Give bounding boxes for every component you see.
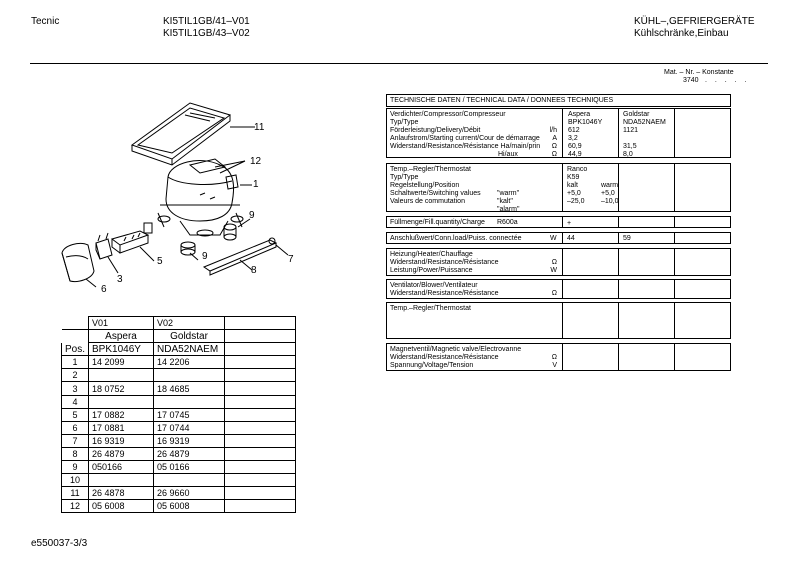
- quoted-alarm: "alarm": [497, 206, 520, 213]
- table-cell: 16 9319: [154, 434, 225, 447]
- v01-value: 612: [568, 127, 580, 134]
- relay-cover-icon: [62, 243, 94, 281]
- v02-value: [623, 135, 666, 143]
- fill-label: Füllmenge/Fill.quantity/Charge: [390, 219, 485, 226]
- fill-block: [386, 216, 731, 228]
- table-row: [62, 500, 296, 513]
- leader-5: [140, 247, 154, 261]
- model-line-2: KI5TIL1GB/43–V02: [163, 28, 250, 39]
- exploded-parts-diagram: [40, 95, 320, 310]
- table-cell: 3: [62, 382, 89, 395]
- table-row: [62, 447, 296, 460]
- table-header-v02: V02: [154, 317, 225, 330]
- fan-label: Ventilator/Blower/Ventilateur: [390, 282, 478, 289]
- unit-cell: Ω: [551, 143, 557, 150]
- quoted-kalt: "kalt": [497, 198, 513, 205]
- table-cell: [225, 474, 296, 487]
- table-cell: [62, 330, 89, 343]
- table-cell: [225, 382, 296, 395]
- table-cell: 14 2206: [154, 356, 225, 369]
- table-cell: 17 0745: [154, 408, 225, 421]
- unit-cell: Ω: [551, 290, 557, 297]
- table-cell: [154, 369, 225, 382]
- table-cell: 14 2099: [89, 356, 154, 369]
- power-unit: W: [550, 235, 557, 242]
- thermostat-model: K59: [567, 174, 580, 181]
- power-v01: 44: [567, 235, 575, 242]
- table-cell: [89, 474, 154, 487]
- valve-label: Magnetventil/Magnetic valve/Electrovanne: [390, 346, 522, 353]
- table-cell: [225, 447, 296, 460]
- category-line-2: Kühlschränke,Einbau: [634, 28, 729, 39]
- table-cell: 5: [62, 408, 89, 421]
- table-row: [62, 317, 296, 330]
- mat-value: 3740: [683, 77, 699, 84]
- resistance-main-label: Widerstand/Resistance/Résistance Ha/main/prin: [390, 143, 541, 150]
- switching-values-label: Schaltwerte/Switching values: [390, 190, 481, 197]
- header-rule: [30, 63, 768, 64]
- table-brand-v02: Goldstar: [154, 330, 225, 343]
- table-header-v01: V01: [89, 317, 154, 330]
- power-block: [386, 232, 731, 244]
- refrigerant: R600a: [497, 219, 518, 226]
- callout-6: 6: [101, 284, 107, 295]
- unit-cell: Ω: [551, 151, 557, 158]
- table-row: [62, 434, 296, 447]
- v02-value: 1121: [623, 127, 639, 134]
- unit-cell: [547, 111, 557, 119]
- table-cell: 05 6008: [154, 500, 225, 513]
- compressor-block: [386, 108, 731, 158]
- table-cell: [225, 421, 296, 434]
- unit-cell: [547, 282, 557, 290]
- thermostat2-label: Temp.–Regler/Thermostat: [390, 305, 471, 312]
- heater-label: Heizung/Heater/Chauffage: [390, 251, 473, 258]
- unit-cell: [547, 251, 557, 259]
- power-v02: 59: [623, 235, 631, 242]
- callout-1: 1: [253, 179, 259, 190]
- v02-value: Goldstar: [623, 111, 650, 118]
- fill-v01: +: [567, 220, 572, 227]
- table-model-v02: NDA52NAEM: [154, 343, 225, 356]
- table-cell: 05 6008: [89, 500, 154, 513]
- table-cell: 05 0166: [154, 461, 225, 474]
- table-cell: 17 0881: [89, 421, 154, 434]
- leader-3: [108, 257, 118, 273]
- table-row: [62, 356, 296, 369]
- heater-block: [386, 248, 731, 276]
- unit-cell: Ω: [551, 354, 557, 361]
- table-cell: [225, 487, 296, 500]
- unit-cell: [547, 119, 557, 127]
- table-cell: [225, 434, 296, 447]
- leader-6: [86, 279, 96, 287]
- thermostat-val: –25,0: [567, 198, 585, 205]
- table-pos-header: Pos.: [62, 343, 89, 356]
- position-label: Regelstellung/Position: [390, 182, 460, 189]
- callout-5: 5: [157, 256, 163, 267]
- table-cell: [62, 317, 89, 330]
- table-cell: 050166: [89, 461, 154, 474]
- table-cell: 4: [62, 395, 89, 408]
- mounting-bracket-icon: [204, 238, 276, 275]
- thermostat-block: [386, 163, 731, 212]
- unit-cell: V: [552, 362, 557, 369]
- unit-cell: Ω: [551, 259, 557, 266]
- table-cell: [225, 500, 296, 513]
- unit-cell: A: [552, 135, 557, 142]
- table-row: [62, 487, 296, 500]
- v02-value: NDA52NAEM: [623, 119, 666, 126]
- starting-current-label: Anlaufstrom/Starting current/Cour de démarrage: [390, 135, 540, 142]
- resistance-label: Widerstand/Resistance/Résistance: [390, 259, 499, 266]
- power-label: Anschlußwert/Conn.load/Puiss. connectée: [390, 235, 522, 242]
- v01-value: Aspera: [568, 111, 591, 118]
- table-cell: [154, 395, 225, 408]
- table-cell: [225, 330, 296, 343]
- v02-value: 8,0: [623, 151, 633, 158]
- valve-block: [386, 343, 731, 371]
- type-label: Typ/Type: [390, 119, 419, 126]
- unit-cell: l/h: [549, 127, 557, 134]
- starter-relay-icon: [112, 223, 152, 253]
- thermostat-val: +5,0: [567, 190, 581, 197]
- parts-table: [61, 316, 296, 513]
- grommet-icon: [181, 224, 236, 255]
- table-cell: 26 4879: [89, 447, 154, 460]
- thermostat-val: –10,0: [601, 198, 619, 205]
- v01-value: 60,9: [568, 143, 582, 150]
- table-cell: 7: [62, 434, 89, 447]
- table-cell: [225, 356, 296, 369]
- quoted-warm: "warm": [497, 190, 520, 197]
- callout-3: 3: [117, 274, 123, 285]
- unit-cell: W: [550, 267, 557, 274]
- table-cell: 18 4685: [154, 382, 225, 395]
- callout-12: 12: [250, 156, 262, 167]
- table-cell: [225, 369, 296, 382]
- ptc-starter-icon: [96, 233, 112, 259]
- callout-11: 11: [254, 122, 265, 133]
- resistance-label: Widerstand/Resistance/Résistance: [390, 290, 499, 297]
- table-cell: 2: [62, 369, 89, 382]
- resistance-aux-label: Hi/aux: [498, 151, 518, 158]
- table-row: [62, 343, 296, 356]
- table-cell: 26 4879: [154, 447, 225, 460]
- table-cell: 9: [62, 461, 89, 474]
- table-cell: 16 9319: [89, 434, 154, 447]
- table-row: [62, 382, 296, 395]
- thermostat-kalt: kalt: [567, 182, 578, 189]
- drip-tray-icon: [132, 103, 230, 165]
- thermostat-warm: warm: [601, 182, 619, 189]
- table-brand-v01: Aspera: [89, 330, 154, 343]
- table-row: [62, 408, 296, 421]
- v01-value: 44,9: [568, 151, 582, 158]
- table-row: [62, 330, 296, 343]
- table-cell: 17 0882: [89, 408, 154, 421]
- table-cell: 10: [62, 474, 89, 487]
- v01-value: 3,2: [568, 135, 578, 142]
- table-row: [62, 369, 296, 382]
- unit-cell: [547, 346, 557, 354]
- tech-title: TECHNISCHE DATEN / TECHNICAL DATA / DONNEES TECHNIQUES: [390, 97, 614, 104]
- table-cell: 12: [62, 500, 89, 513]
- document-code: e550037-3/3: [31, 538, 88, 549]
- model-line-1: KI5TIL1GB/41–V01: [163, 16, 250, 27]
- v02-value: 31,5: [623, 143, 637, 150]
- delivery-label: Förderleistung/Delivery/Débit: [390, 127, 481, 134]
- table-cell: 1: [62, 356, 89, 369]
- compressor-label: Verdichter/Compressor/Compresseur: [390, 111, 506, 118]
- type-label: Typ/Type: [390, 174, 419, 181]
- table-row: [62, 395, 296, 408]
- mat-dots: . . . . .: [705, 77, 750, 84]
- table-cell: [89, 395, 154, 408]
- table-model-v01: BPK1046Y: [89, 343, 154, 356]
- thermostat2-block: [386, 302, 731, 339]
- resistance-label: Widerstand/Resistance/Résistance: [390, 354, 499, 361]
- thermostat-label: Temp.–Regler/Thermostat: [390, 166, 471, 173]
- table-row: [62, 474, 296, 487]
- table-cell: 8: [62, 447, 89, 460]
- table-cell: [154, 474, 225, 487]
- v01-value: BPK1046Y: [568, 119, 603, 126]
- thermostat-val: +5,0: [601, 190, 615, 197]
- table-row: [62, 421, 296, 434]
- callout-7: 7: [288, 254, 294, 265]
- table-row: [62, 461, 296, 474]
- category-line-1: KÜHL–,GEFRIERGERÄTE: [634, 16, 755, 27]
- table-cell: 26 9660: [154, 487, 225, 500]
- callout-9b: 9: [202, 251, 208, 262]
- table-cell: [225, 343, 296, 356]
- table-cell: 11: [62, 487, 89, 500]
- leader-7: [276, 245, 288, 255]
- table-cell: [225, 317, 296, 330]
- tech-title-box: [386, 94, 731, 107]
- thermostat-brand: Ranco: [567, 166, 588, 173]
- table-cell: [225, 461, 296, 474]
- callout-8: 8: [251, 265, 257, 276]
- table-cell: [225, 408, 296, 421]
- brand-name: Tecnic: [31, 16, 60, 27]
- commutation-label: Valeurs de commutation: [390, 198, 465, 205]
- fan-block: [386, 279, 731, 299]
- table-cell: [89, 369, 154, 382]
- voltage-label: Spannung/Voltage/Tension: [390, 362, 474, 369]
- table-cell: 26 4878: [89, 487, 154, 500]
- callout-9a: 9: [249, 210, 255, 221]
- table-cell: 18 0752: [89, 382, 154, 395]
- table-cell: 17 0744: [154, 421, 225, 434]
- table-cell: 6: [62, 421, 89, 434]
- mat-label: Mat. – Nr. – Konstante: [664, 69, 734, 76]
- table-cell: [225, 395, 296, 408]
- power-label: Leistung/Power/Puissance: [390, 267, 473, 274]
